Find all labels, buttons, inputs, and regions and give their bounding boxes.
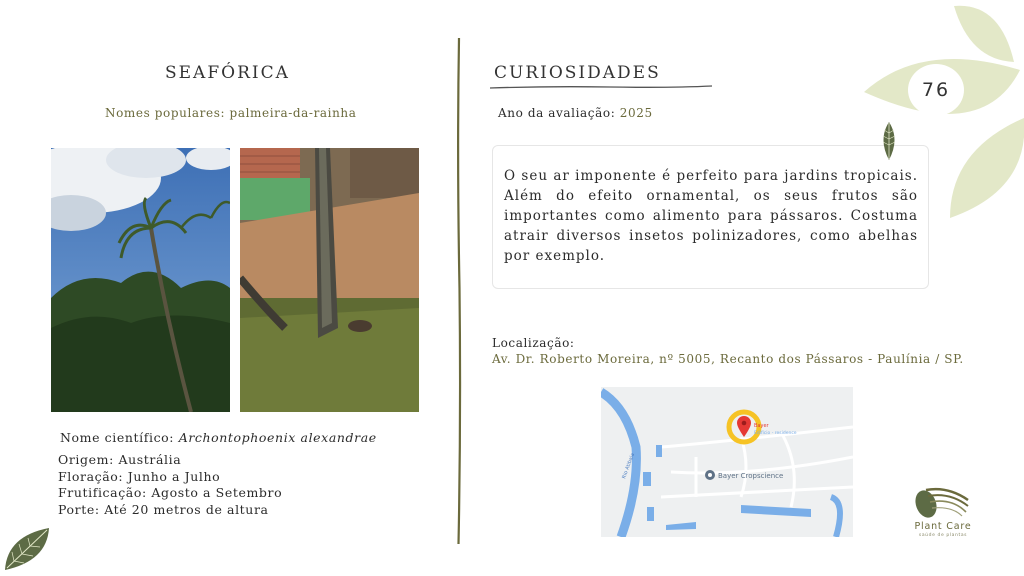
evaluation-year — [498, 106, 653, 120]
place-icon — [705, 470, 715, 480]
palm-photo — [51, 148, 230, 412]
title-underline — [490, 84, 712, 90]
size: Porte: Até 20 metros de altura — [58, 502, 269, 518]
origin: Origem: Austrália — [58, 452, 182, 467]
location-address: Av. Dr. Roberto Moreira, nº 5005, Recanto dos Pássaros - Paulínia / SP. — [492, 352, 964, 366]
scientific-label: Nome científico: — [60, 430, 175, 445]
scientific-name — [60, 430, 377, 445]
scientific-value: Archontophoenix alexandrae — [178, 430, 377, 445]
year-value: 2025 — [619, 106, 653, 120]
location-map[interactable] — [601, 387, 853, 537]
map-pin-label: Bayer — [754, 423, 769, 429]
flowering: Floração: Junho a Julho — [58, 468, 221, 484]
trunk-photo — [240, 148, 419, 412]
plant-name: SEAFÓRICA — [165, 63, 290, 83]
vertical-divider — [455, 38, 463, 544]
score-badge: 76 — [908, 64, 964, 116]
fruiting: Frutificação: Agosto a Setembro — [58, 485, 283, 501]
map-road-label: Rio Atibaia — [621, 452, 637, 480]
plant-care-logo-icon — [912, 486, 970, 520]
plant-facts — [58, 452, 282, 519]
logo-subtitle: saúde de plantas — [918, 533, 968, 538]
map-pin-sublabel: Edifício - residence — [754, 431, 797, 436]
map-place-label: Bayer Cropscience — [718, 472, 784, 480]
logo-title: Plant Care — [914, 521, 972, 532]
leaf-icon — [2, 526, 52, 572]
popular-names: Nomes populares: palmeira-da-rainha — [105, 106, 357, 120]
curiosities-text: O seu ar imponente é perfeito para jardins tropicais. Além do efeito ornamental, os seus frutos são importantes como alimento para pássaros. Costuma atrair diversos insetos polinizadores, como abelhas por exemplo. — [504, 168, 918, 264]
year-label: Ano da avaliação: — [498, 106, 616, 120]
small-leaf-icon — [878, 121, 900, 161]
location-label: Localização: — [492, 336, 575, 350]
curiosities-card — [492, 145, 929, 289]
curiosities-title: CURIOSIDADES — [494, 63, 661, 83]
